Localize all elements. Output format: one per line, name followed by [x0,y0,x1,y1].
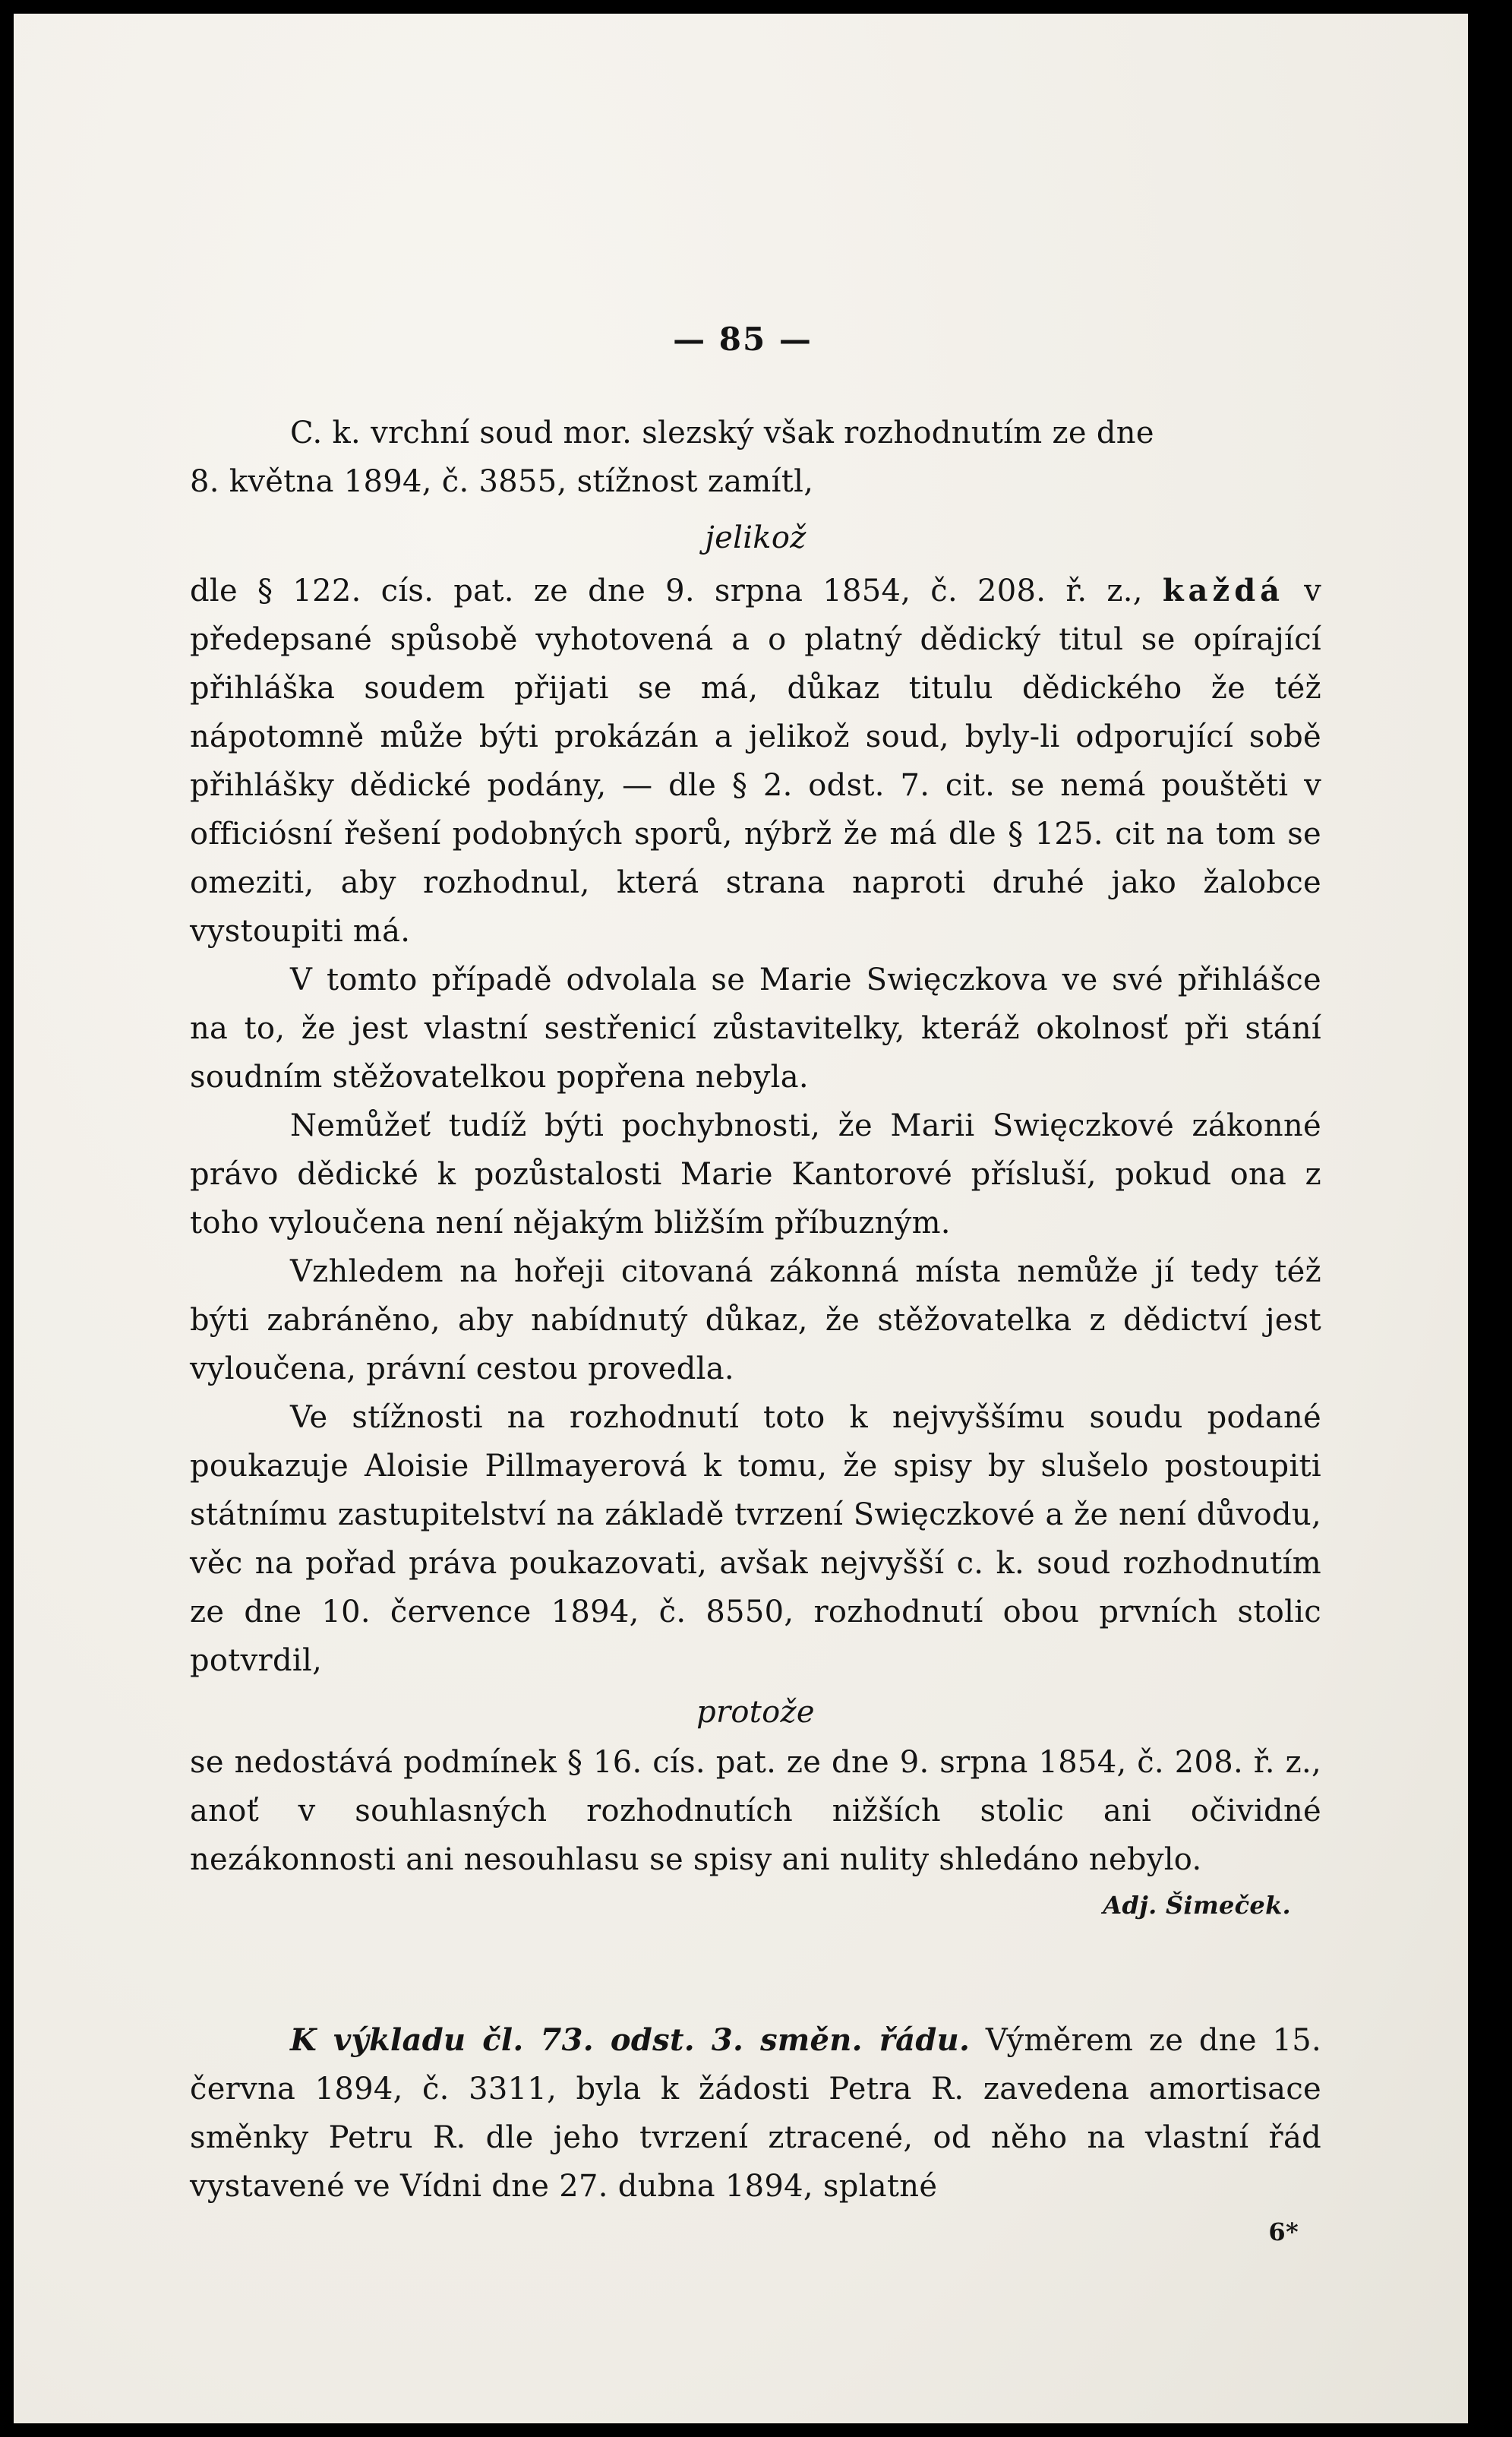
jelikoz-heading: jelikož [705,520,807,555]
paragraph-6: se nedostává podmínek § 16. cís. pat. ze dne 9. srpna 1854, č. 208. ř. z., anoť v souhlasných rozhodnutích nižších stolic ani očividné nezákonnosti ani nesouhlasu se spisy ani nulity shledáno nebylo. [190,1745,1321,1877]
paragraph-2: V tomto případě odvolala se Marie Swięczkova ve své přihlášce na to, že jest vlastní sestřenicí zůstavitelky, kteráž okolnosť při stání soudním stěžovatelkou popřena nebyla. [190,962,1321,1095]
paragraph-1 [190,567,1321,956]
paragraph-4: Vzhledem na hořeji citovaná zákonná místa nemůže jí tedy též býti zabráněno, aby nabídnutý důkaz, že stěžovatelka z dědictví jest vyloučena, právní cestou provedla. [190,1254,1321,1386]
paragraph-5: Ve stížnosti na rozhodnutí toto k nejvyššímu soudu podané poukazuje Aloisie Pillmayerová k tomu, že spisy by slušelo postoupiti státnímu zastupitelství na základě tvrzení Swięczkové a že není důvodu, věc na pořad práva poukazovati, avšak nejvyšší c. k. soud rozhodnutím ze dne 10. července 1894, č. 8550, rozhodnutí obou prvních stolic potvrdil, [190,1400,1321,1678]
scanned-page [14,14,1468,2423]
section-2-text: Výměrem ze dne 15. června 1894, č. 3311, byla k žádosti Petra R. zavedena amortisace směnky Petru R. dle jeho tvrzení ztracené, od něho na vlastní řád vystavené ve Vídni dne 27. dubna 1894, splatné [190,2023,1321,2204]
section-gap [190,1927,1321,2016]
protoze-heading: protože [696,1695,815,1730]
page-number: — 85 — [673,321,813,358]
section-2-heading: K výkladu čl. 73. odst. 3. směn. řádu. [290,2022,971,2058]
section-2-paragraph [190,2016,1321,2211]
opening-line-2: 8. května 1894, č. 3855, stížnost zamítl, [190,464,814,499]
body-text [190,409,1321,2253]
signature: Adj. Šimeček. [1103,1891,1291,1920]
sheet-mark: 6* [1268,2217,1299,2246]
paragraph-1-rest: v předepsané spůsobě vyhotovená a o platný dědický titul se opírající přihláška soudem přijati se má, důkaz titulu dědického že též nápotomně může býti prokázán a jelikož soud, byly-li odporující sobě přihlášky dědické podány, — dle § 2. odst. 7. cit. se nemá pouštěti v officiósní řešení podobných sporů, nýbrž že má dle § 125. cit na tom se omeziti, aby rozhodnul, která strana naproti druhé jako žalobce vystoupiti má. [190,574,1322,949]
paragraph-1-start: dle § 122. cís. pat. ze dne 9. srpna 1854, č. 208. ř. z., [190,574,1163,608]
paragraph-1-spaced: každá [1162,573,1285,608]
opening-line-1: C. k. vrchní soud mor. slezský však rozhodnutím ze dne [290,416,1154,450]
paragraph-3: Nemůžeť tudíž býti pochybnosti, že Marii Swięczkové zákonné právo dědické k pozůstalosti Marie Kantorové přísluší, pokud ona z toho vyloučena není nějakým bližším příbuzným. [190,1108,1321,1241]
